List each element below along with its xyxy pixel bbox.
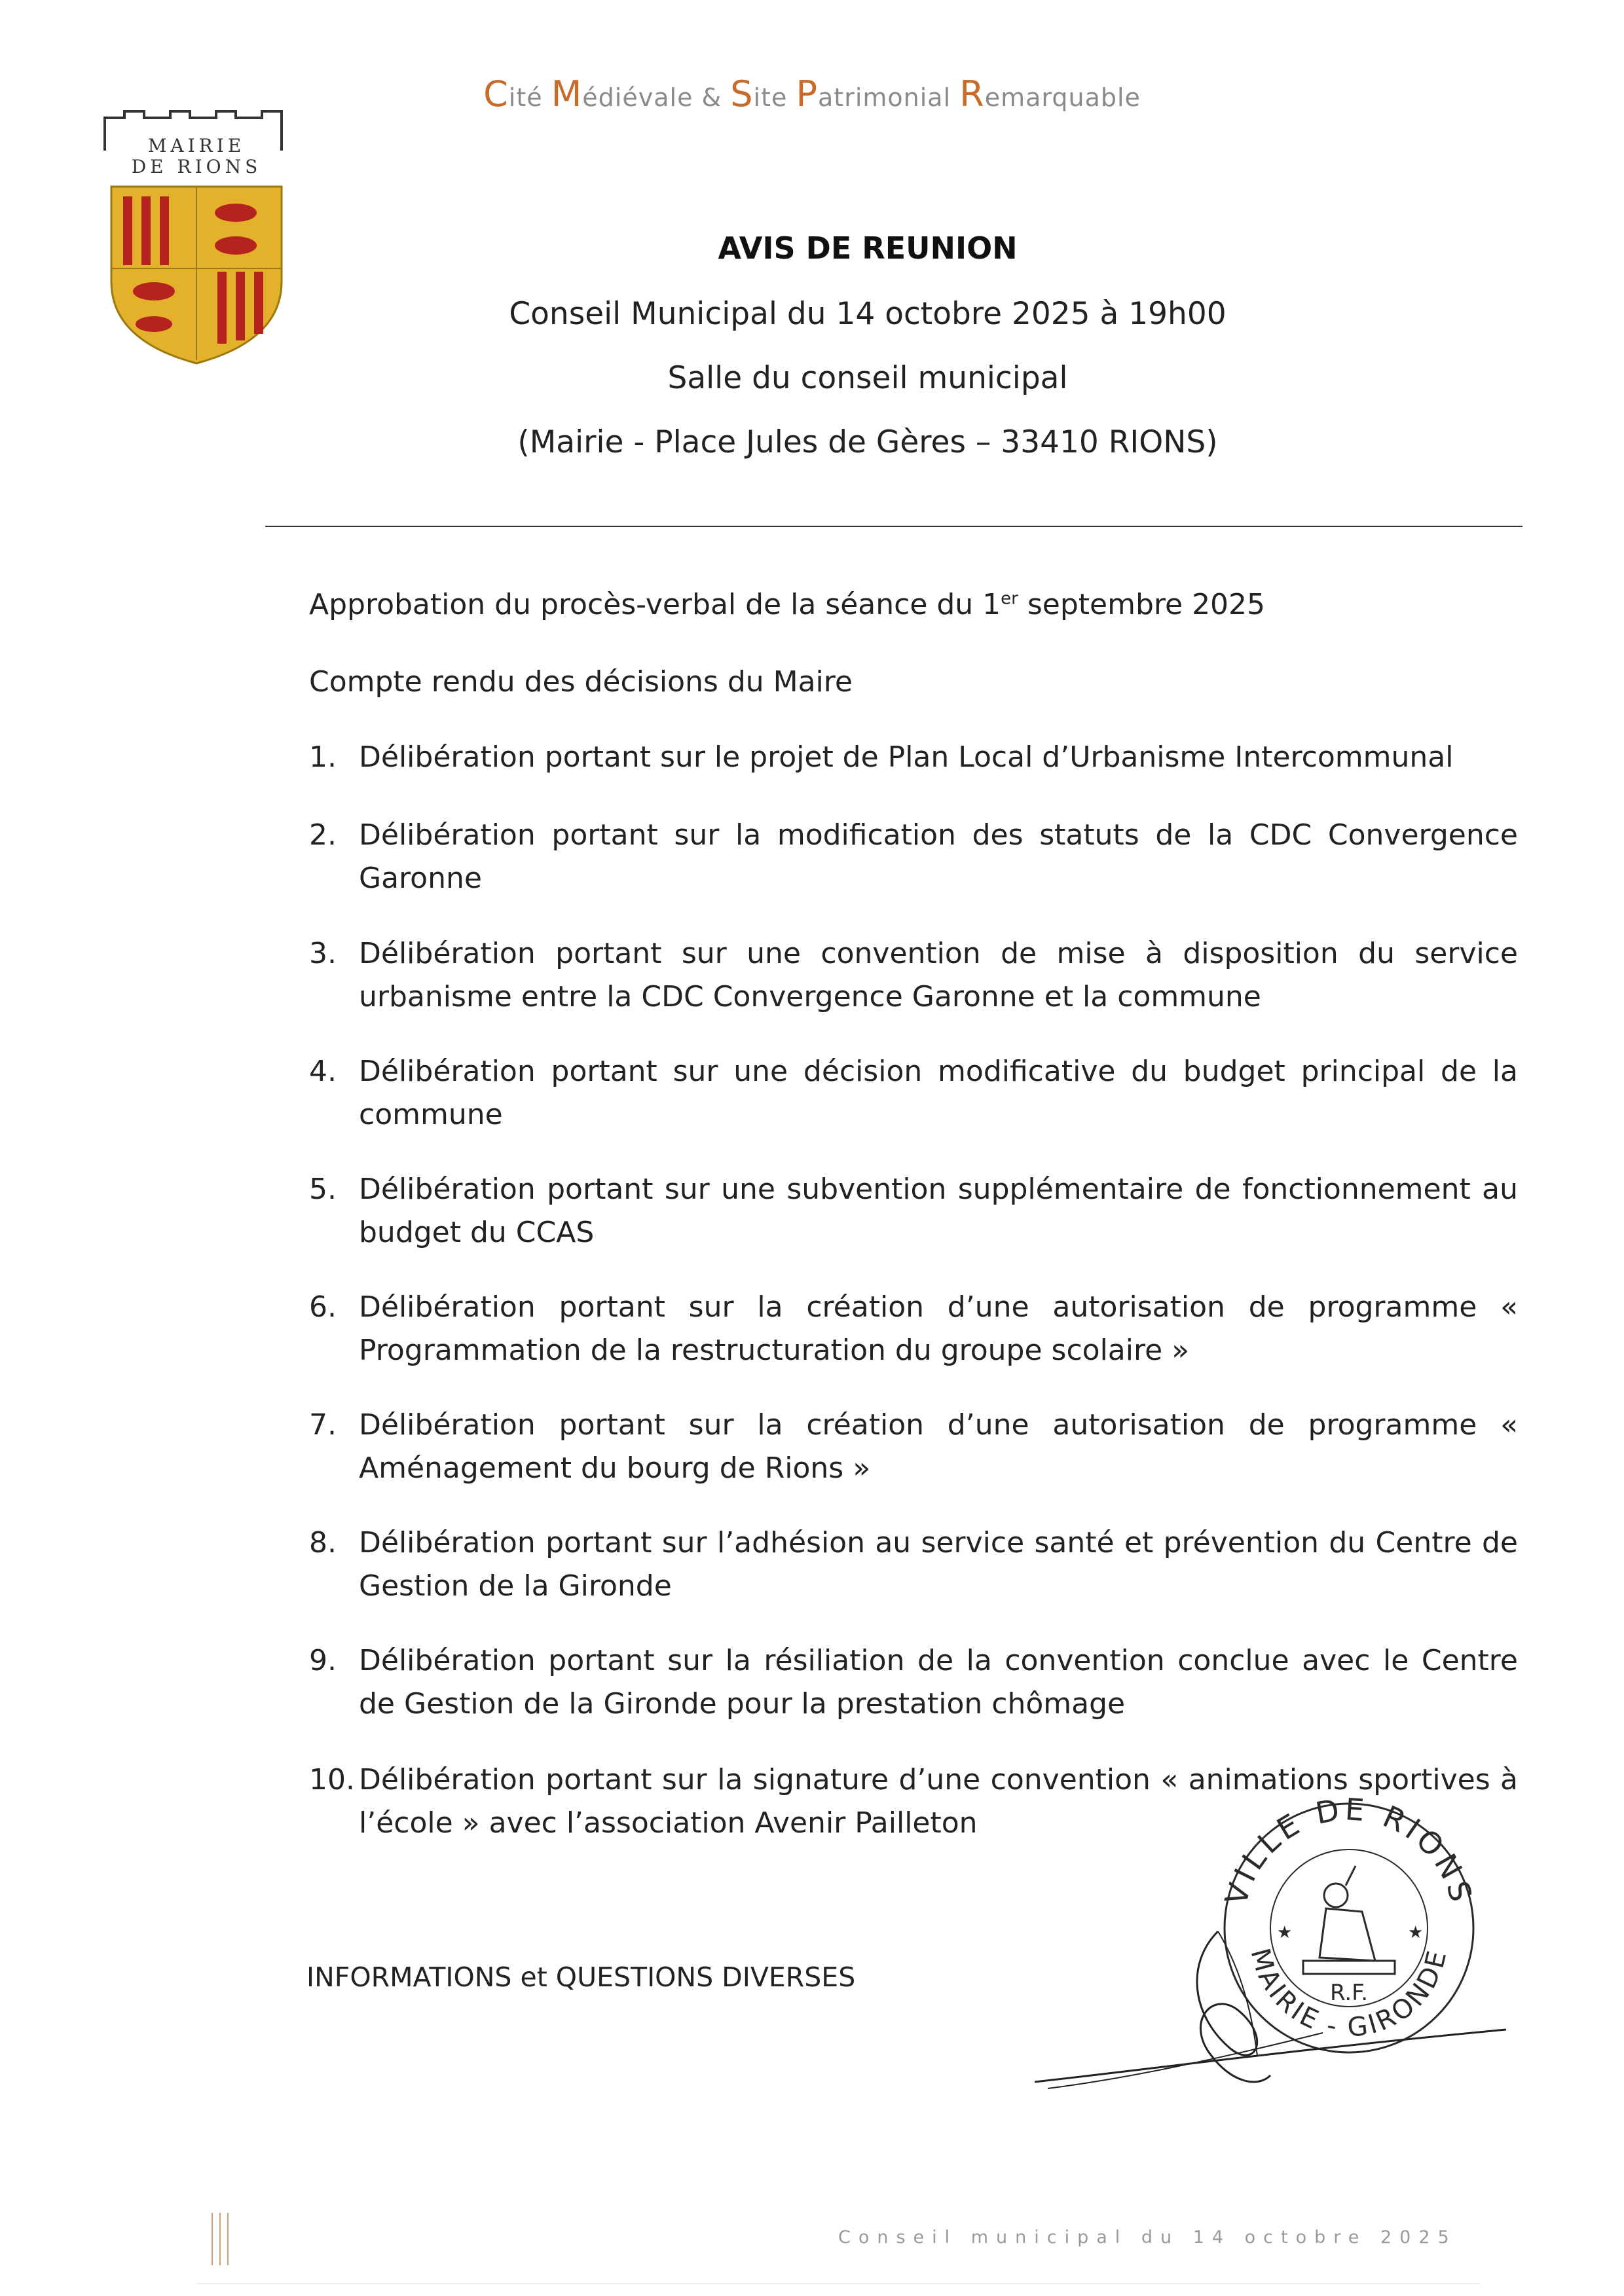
agenda-item-text: Délibération portant sur une décision modificative du budget principal de la commune xyxy=(359,1055,1518,1131)
svg-text:VILLE DE RIONS xyxy=(1218,1791,1480,1909)
svg-text:MAIRIE: MAIRIE xyxy=(147,135,246,156)
informations-heading: INFORMATIONS et QUESTIONS DIVERSES xyxy=(306,1961,856,1993)
agenda-item xyxy=(309,814,1518,900)
agenda-item-text: Délibération portant sur la signature d’une convention « animations sportives à l’école » avec l’association Avenir Pailleton xyxy=(359,1763,1518,1840)
agenda-item xyxy=(309,736,1518,779)
agenda-item-text: Délibération portant sur la résiliation de la convention conclue avec le Centre de Gestion de la Gironde pour la prestation chômage xyxy=(359,1644,1518,1721)
agenda-item xyxy=(309,932,1518,1019)
meeting-room: Salle du conseil municipal xyxy=(667,360,1068,396)
mayor-signature xyxy=(1022,1925,1519,2102)
tagline-part: Site xyxy=(730,73,796,115)
svg-text:★: ★ xyxy=(1277,1923,1293,1942)
footer-bars-decoration xyxy=(208,2213,234,2265)
svg-text:★: ★ xyxy=(1408,1923,1424,1942)
agenda-item-number: 8. xyxy=(309,1526,337,1559)
agenda-item-number: 6. xyxy=(309,1290,337,1324)
agenda-item-text: Délibération portant sur le projet de Plan Local d’Urbanisme Intercommunal xyxy=(359,740,1454,774)
meeting-date: Conseil Municipal du 14 octobre 2025 à 19h00 xyxy=(509,296,1227,332)
agenda-item-text: Délibération portant sur une convention de mise à disposition du service urbanisme entre la CDC Convergence Garonne et la commune xyxy=(359,937,1518,1013)
meeting-address: (Mairie - Place Jules de Gères – 33410 RIONS) xyxy=(517,424,1218,460)
agenda-item-text: Délibération portant sur la création d’une autorisation de programme « Aménagement du bourg de Rions » xyxy=(359,1408,1518,1485)
agenda-item xyxy=(309,1404,1518,1490)
agenda-item xyxy=(309,1050,1518,1137)
tagline-part: Remarquable xyxy=(959,73,1141,115)
stamp-top-text: VILLE DE RIONS xyxy=(1217,1791,1481,1910)
agenda-item-text: Délibération portant sur la modification des statuts de la CDC Convergence Garonne xyxy=(359,818,1518,895)
agenda-item-number: 3. xyxy=(309,937,337,970)
agenda-item-number: 1. xyxy=(309,740,337,774)
agenda-item-number: 9. xyxy=(309,1644,337,1677)
notice-title: AVIS DE REUNION xyxy=(718,230,1018,266)
agenda-item xyxy=(309,1639,1518,1726)
tagline-part: Médiévale & xyxy=(551,73,731,115)
footer-text: Conseil municipal du 14 octobre 2025 xyxy=(838,2227,1457,2248)
stamp-center-text: R.F. xyxy=(1329,1980,1369,2006)
agenda-item-text: Délibération portant sur une subvention supplémentaire de fonctionnement au budget du CCAS xyxy=(359,1173,1518,1249)
divider xyxy=(265,526,1522,527)
agenda-item xyxy=(309,1168,1518,1254)
agenda-item-number: 4. xyxy=(309,1055,337,1088)
agenda-item-number: 7. xyxy=(309,1408,337,1442)
tagline xyxy=(0,73,1624,115)
agenda-item-text: Délibération portant sur l’adhésion au service santé et prévention du Centre de Gestion de la Gironde xyxy=(359,1526,1518,1603)
tagline-part: Patrimonial xyxy=(796,73,960,115)
mayor-report-line: Compte rendu des décisions du Maire xyxy=(309,665,853,699)
agenda-item-number: 10. xyxy=(309,1763,355,1796)
svg-text:DE RIONS: DE RIONS xyxy=(131,156,262,177)
tagline-part: Cité xyxy=(483,73,551,115)
approval-line: Approbation du procès-verbal de la séance du 1er septembre 2025 xyxy=(309,588,1266,621)
stamp-bottom-text: MAIRIE - GIRONDE xyxy=(1244,1945,1454,2043)
agenda-item-number: 2. xyxy=(309,818,337,852)
agenda-item xyxy=(309,1286,1518,1372)
agenda-item xyxy=(309,1522,1518,1608)
agenda-item-text: Délibération portant sur la création d’une autorisation de programme « Programmation de la restructuration du groupe scolaire » xyxy=(359,1290,1518,1367)
agenda-item-number: 5. xyxy=(309,1173,337,1206)
